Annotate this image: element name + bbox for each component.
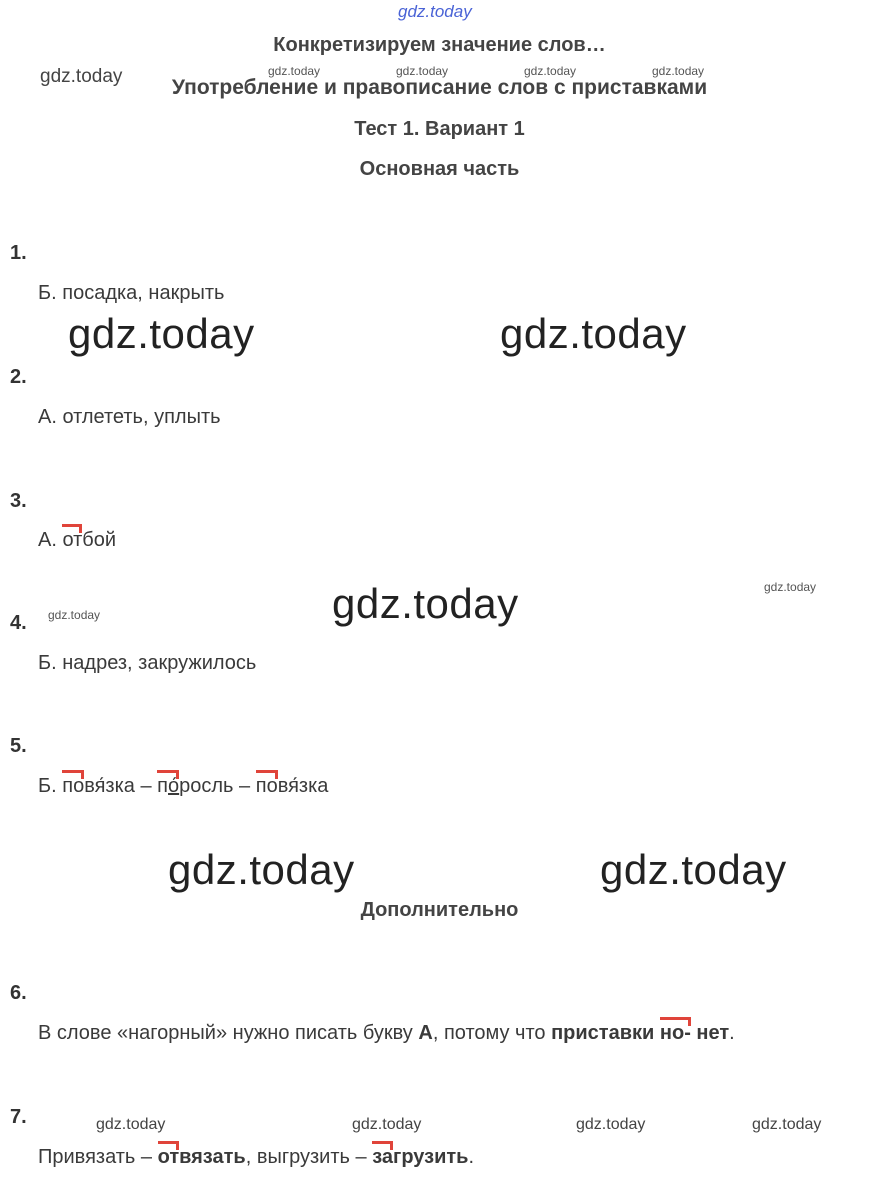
bold-text: приставки — [551, 1022, 660, 1044]
word-rest: грузить — [393, 1146, 469, 1168]
watermark: gdz.today — [500, 310, 687, 357]
word-rest: вя́зка — [277, 775, 329, 797]
prefix-mark: по — [62, 775, 85, 797]
answer-text — [38, 775, 328, 798]
watermark: gdz.today — [524, 64, 577, 78]
answer-letter: А. — [38, 529, 63, 551]
prefix-mark: но- — [659, 1022, 691, 1044]
answer-letter: Б. — [38, 775, 63, 797]
word-rest: вязать — [179, 1146, 246, 1168]
question-number: 2. — [10, 366, 27, 388]
watermark: gdz.today — [396, 64, 449, 78]
answer-text — [38, 1146, 474, 1169]
page-title: Конкретизируем значение слов… — [273, 34, 606, 56]
prefix-mark — [157, 775, 179, 798]
question-number: 4. — [10, 612, 27, 634]
underlined-vowel: о́ — [168, 775, 180, 797]
section-heading-extra: Дополнительно — [360, 899, 519, 921]
watermark: gdz.today — [576, 1116, 646, 1133]
watermark: gdz.today — [332, 580, 519, 627]
page-subtitle: Употребление и правописание слов с приставками — [171, 76, 708, 99]
answer-text — [38, 1022, 735, 1045]
answer-text: А. отлететь, уплыть — [38, 406, 221, 428]
word-part: п — [157, 775, 169, 797]
question-number: 3. — [10, 490, 27, 512]
watermark: gdz.today — [600, 846, 787, 893]
watermark: gdz.today — [652, 64, 705, 78]
prefix-mark: по — [255, 775, 278, 797]
answer-text: Б. надрез, закружилось — [38, 652, 257, 674]
prefix-mark: от — [157, 1146, 180, 1168]
bold-letter: А — [418, 1022, 433, 1044]
separator: – — [233, 775, 256, 797]
section-heading: Основная часть — [359, 158, 520, 180]
watermark: gdz.today — [268, 64, 321, 78]
watermark: gdz.today — [352, 1116, 422, 1133]
watermark: gdz.today — [168, 846, 355, 893]
text-part: . — [729, 1022, 735, 1044]
word-rest: вя́зка — [84, 775, 135, 797]
question-number: 6. — [10, 982, 27, 1004]
text-part: В слове «нагорный» нужно писать букву — [38, 1022, 419, 1044]
watermark: gdz.today — [764, 580, 817, 594]
watermark-top: gdz.today — [398, 2, 472, 21]
separator: – — [134, 775, 158, 797]
prefix-mark: от — [62, 529, 83, 551]
text-part: , потому что — [432, 1022, 552, 1044]
answer-text: Б. посадка, накрыть — [38, 282, 225, 304]
prefix-mark: за — [372, 1146, 393, 1168]
question-number: 7. — [10, 1106, 27, 1128]
watermark: gdz.today — [48, 608, 101, 622]
separator: – — [349, 1146, 373, 1168]
watermark: gdz.today — [96, 1116, 166, 1133]
question-number: 1. — [10, 242, 27, 264]
watermark: gdz.today — [752, 1116, 822, 1133]
watermark: gdz.today — [40, 66, 123, 87]
question-number: 5. — [10, 735, 27, 757]
text-part: , выгрузить — [245, 1146, 350, 1168]
bold-text: нет — [690, 1022, 730, 1044]
word-rest: бой — [82, 529, 117, 551]
word-rest: росль — [179, 775, 234, 797]
watermark: gdz.today — [68, 310, 255, 357]
text-part: . — [468, 1146, 475, 1168]
word: Привязать — [38, 1146, 136, 1168]
separator: – — [135, 1146, 158, 1168]
test-heading: Тест 1. Вариант 1 — [354, 118, 525, 140]
answer-text — [38, 529, 116, 552]
